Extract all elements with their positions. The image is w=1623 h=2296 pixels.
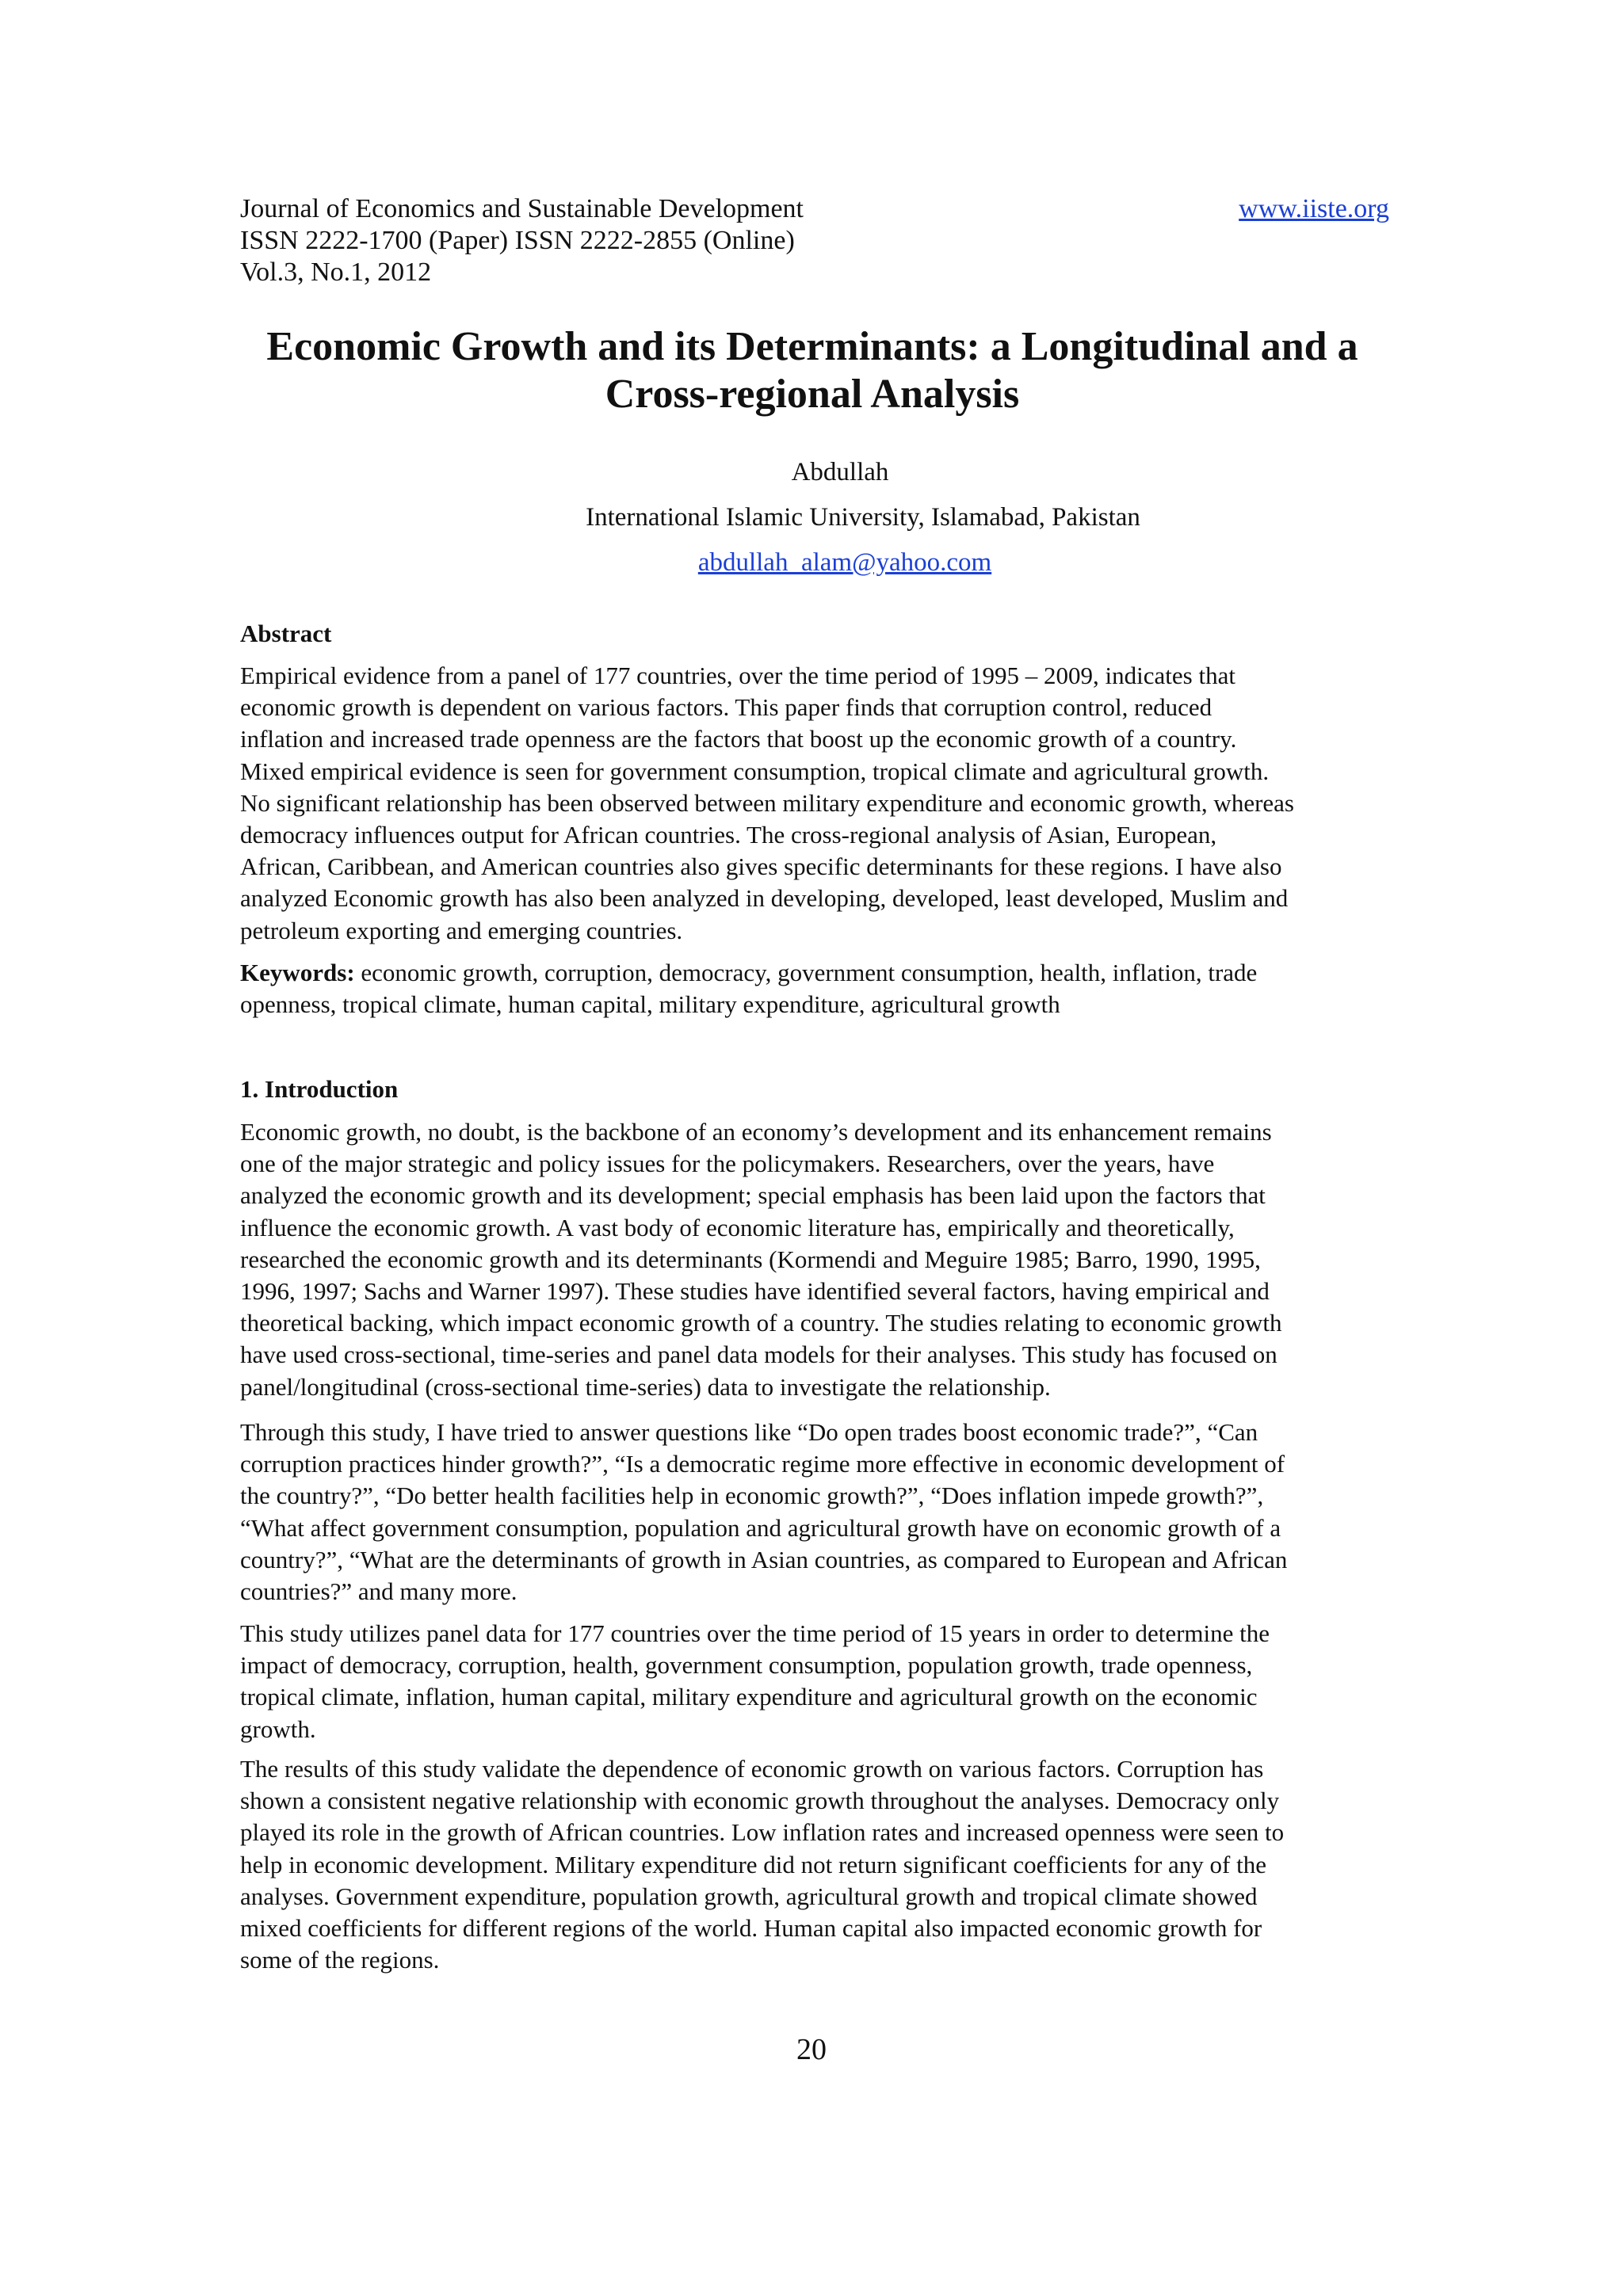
keywords-text-1: economic growth, corruption, democracy, government consumption, health, inflation, trade bbox=[354, 959, 1258, 986]
paper-title bbox=[198, 323, 1426, 418]
abstract-line: African, Caribbean, and American countries also gives specific determinants for these regions. I have also bbox=[240, 852, 1282, 881]
keywords-label: Keywords: bbox=[240, 959, 355, 986]
author-affiliation: International Islamic University, Islamabad, Pakistan bbox=[586, 503, 1140, 532]
introduction-heading: 1. Introduction bbox=[240, 1075, 399, 1103]
paragraph-line: analyses. Government expenditure, population growth, agricultural growth and tropical climate showed bbox=[240, 1882, 1258, 1910]
journal-name: Journal of Economics and Sustainable Development bbox=[240, 194, 804, 223]
paragraph-line: have used cross-sectional, time-series and panel data models for their analyses. This study has focused on bbox=[240, 1341, 1277, 1369]
paragraph-line: country?”, “What are the determinants of growth in Asian countries, as compared to European and African bbox=[240, 1545, 1288, 1573]
page-number: 20 bbox=[796, 2033, 827, 2066]
paragraph-line: some of the regions. bbox=[240, 1946, 440, 1974]
paragraph-line: shown a consistent negative relationship with economic growth throughout the analyses. Democracy only bbox=[240, 1787, 1280, 1815]
paragraph-line: Through this study, I have tried to answer questions like “Do open trades boost economic trade?”, “Can bbox=[240, 1418, 1258, 1446]
abstract-heading: Abstract bbox=[240, 620, 332, 647]
journal-website-link[interactable]: www.iiste.org bbox=[1239, 194, 1389, 223]
paragraph-line: panel/longitudinal (cross-sectional time-series) data to investigate the relationship. bbox=[240, 1372, 1051, 1401]
keywords-line-1 bbox=[240, 957, 1389, 989]
journal-header bbox=[240, 193, 1389, 288]
abstract-line: inflation and increased trade openness are the factors that boost up the economic growth of a country. bbox=[240, 725, 1237, 753]
journal-issn: ISSN 2222-1700 (Paper) ISSN 2222-2855 (Online) bbox=[240, 226, 795, 255]
intro-paragraph-4 bbox=[240, 1753, 1389, 1976]
abstract-line: No significant relationship has been observed between military expenditure and economic growth, whereas bbox=[240, 788, 1294, 817]
abstract-line: economic growth is dependent on various factors. This paper finds that corruption control, reduced bbox=[240, 693, 1212, 722]
title-line-1: Economic Growth and its Determinants: a Longitudinal and a bbox=[266, 324, 1358, 369]
paragraph-line: help in economic development. Military expenditure did not return significant coefficients for any of the bbox=[240, 1850, 1267, 1878]
paragraph-line: Economic growth, no doubt, is the backbone of an economy’s development and its enhancement remains bbox=[240, 1118, 1272, 1146]
paragraph-line: the country?”, “Do better health facilities help in economic growth?”, “Does inflation impede growth?”, bbox=[240, 1482, 1264, 1510]
abstract-line: Mixed empirical evidence is seen for government consumption, tropical climate and agricultural growth. bbox=[240, 757, 1270, 785]
paragraph-line: “What affect government consumption, population and agricultural growth have on economic growth of a bbox=[240, 1513, 1281, 1542]
author-block bbox=[0, 450, 1623, 585]
abstract-line: Empirical evidence from a panel of 177 countries, over the time period of 1995 – 2009, indicates that bbox=[240, 662, 1235, 689]
paragraph-line: researched the economic growth and its determinants (Kormendi and Meguire 1985; Barro, 1990, 1995, bbox=[240, 1245, 1261, 1273]
paragraph-line: countries?” and many more. bbox=[240, 1577, 517, 1606]
keywords-text-2: openness, tropical climate, human capital, military expenditure, agricultural growth bbox=[240, 990, 1060, 1019]
paragraph-line: impact of democracy, corruption, health, government consumption, population growth, trade openness, bbox=[240, 1651, 1253, 1680]
paragraph-line: theoretical backing, which impact economic growth of a country. The studies relating to economic growth bbox=[240, 1309, 1282, 1337]
paragraph-line: tropical climate, inflation, human capital, military expenditure and agricultural growth on the economic bbox=[240, 1683, 1258, 1711]
keywords bbox=[240, 957, 1389, 1020]
paragraph-line: analyzed the economic growth and its development; special emphasis has been laid upon the factors that bbox=[240, 1181, 1266, 1210]
author-email-link[interactable]: abdullah_alam@yahoo.com bbox=[697, 548, 992, 577]
intro-paragraph-2 bbox=[240, 1417, 1389, 1608]
paragraph-line: one of the major strategic and policy issues for the policymakers. Researchers, over the years, have bbox=[240, 1150, 1215, 1178]
title-line-2: Cross-regional Analysis bbox=[605, 372, 1020, 417]
abstract-body bbox=[240, 660, 1389, 947]
paragraph-line: influence the economic growth. A vast body of economic literature has, empirically and theoretically, bbox=[240, 1213, 1235, 1241]
paragraph-line: mixed coefficients for different regions of the world. Human capital also impacted economic growth for bbox=[240, 1914, 1262, 1943]
abstract-line: petroleum exporting and emerging countries. bbox=[240, 916, 683, 944]
journal-volume: Vol.3, No.1, 2012 bbox=[240, 257, 432, 287]
author-name: Abdullah bbox=[791, 458, 889, 486]
paragraph-line: The results of this study validate the dependence of economic growth on various factors. Corruption has bbox=[240, 1755, 1264, 1783]
paragraph-line: played its role in the growth of African countries. Low inflation rates and increased openness were seen to bbox=[240, 1818, 1285, 1847]
paragraph-line: 1996, 1997; Sachs and Warner 1997). These studies have identified several factors, having empirical and bbox=[240, 1277, 1270, 1306]
abstract-line: democracy influences output for African countries. The cross-regional analysis of Asian, European, bbox=[240, 821, 1217, 849]
intro-paragraph-3 bbox=[240, 1618, 1389, 1745]
abstract-line: analyzed Economic growth has also been analyzed in developing, developed, least developed, Muslim and bbox=[240, 884, 1289, 913]
paragraph-line: corruption practices hinder growth?”, “Is a democratic regime more effective in economic development of bbox=[240, 1450, 1285, 1478]
paragraph-line: growth. bbox=[240, 1714, 316, 1743]
intro-paragraph-1 bbox=[240, 1116, 1389, 1403]
paragraph-line: This study utilizes panel data for 177 countries over the time period of 15 years in order to determine the bbox=[240, 1619, 1270, 1647]
